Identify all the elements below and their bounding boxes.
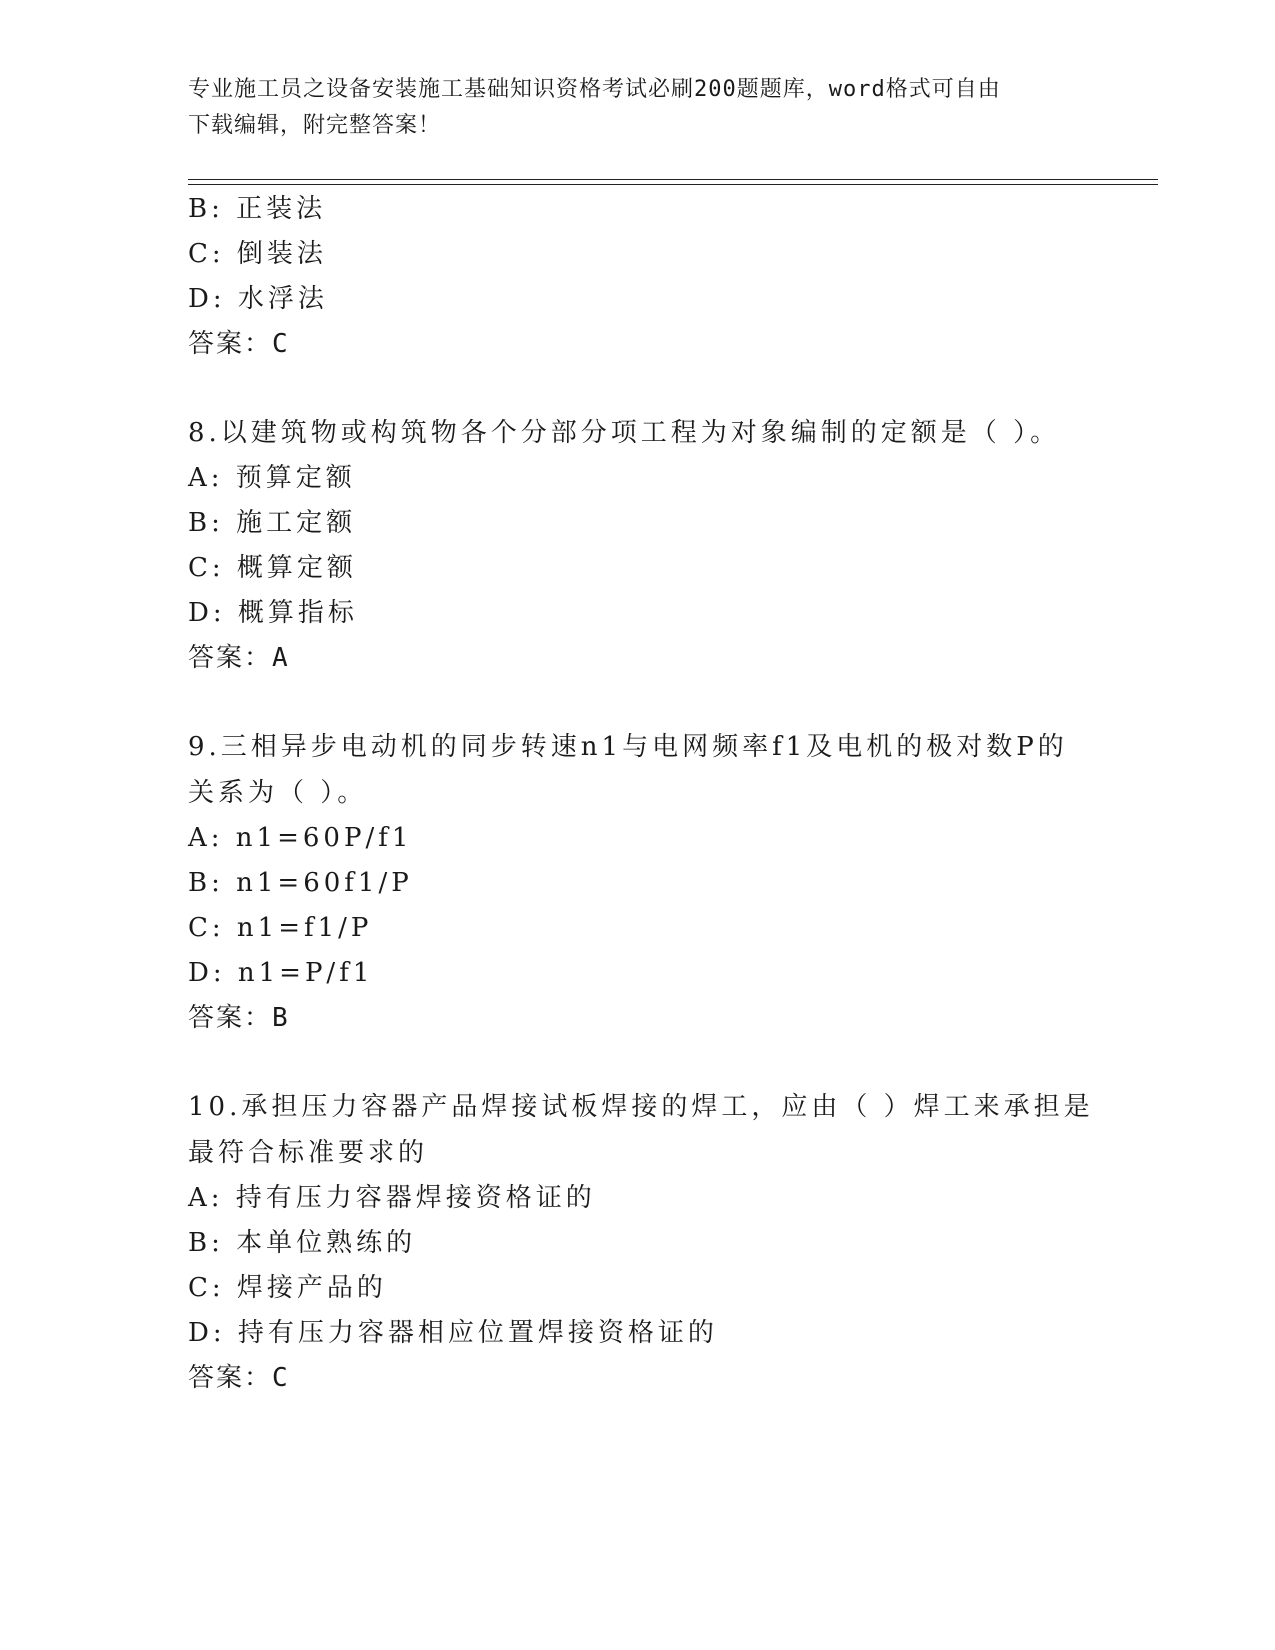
q9-option-c: C: n1=f1/P bbox=[188, 913, 373, 943]
q9-option-a: A: n1=60P/f1 bbox=[188, 823, 413, 853]
q9-option-d: D: n1=P/f1 bbox=[188, 958, 374, 988]
q10-stem-line-2: 最符合标准要求的 bbox=[188, 1138, 429, 1168]
q9-stem-line-1: 9.三相异步电动机的同步转速n1与电网频率f1及电机的极对数P的 bbox=[188, 732, 1068, 762]
document-header bbox=[188, 72, 1068, 144]
q8-stem: 8.以建筑物或构筑物各个分部分项工程为对象编制的定额是（ ）。 bbox=[188, 418, 1061, 448]
q7-option-c: C: 倒装法 bbox=[188, 239, 327, 269]
q10-stem-line-1: 10.承担压力容器产品焊接试板焊接的焊工，应由（ ）焊工来承担是 bbox=[188, 1092, 1094, 1122]
q10-option-b: B: 本单位熟练的 bbox=[188, 1228, 417, 1258]
header-divider-bottom bbox=[188, 184, 1158, 185]
header-line-2: 下载编辑，附完整答案！ bbox=[188, 113, 442, 138]
q7-option-b: B: 正装法 bbox=[188, 194, 327, 224]
q8-option-c: C: 概算定额 bbox=[188, 553, 357, 583]
q9-answer: 答案：B bbox=[188, 1003, 290, 1033]
q10-option-a: A: 持有压力容器焊接资格证的 bbox=[188, 1183, 596, 1213]
q9-stem-line-2: 关系为（ ）。 bbox=[188, 778, 368, 808]
q8-option-b: B: 施工定额 bbox=[188, 508, 357, 538]
q9-option-b: B: n1=60f1/P bbox=[188, 868, 413, 898]
header-line-1: 专业施工员之设备安装施工基础知识资格考试必刷200题题库，word格式可自由 bbox=[188, 77, 1001, 102]
q7-option-d: D: 水浮法 bbox=[188, 284, 328, 314]
q8-option-d: D: 概算指标 bbox=[188, 598, 358, 628]
q8-answer: 答案：A bbox=[188, 643, 290, 673]
q10-option-c: C: 焊接产品的 bbox=[188, 1273, 387, 1303]
q7-answer: 答案：C bbox=[188, 329, 290, 359]
header-divider-top bbox=[188, 179, 1158, 180]
q10-answer: 答案：C bbox=[188, 1363, 290, 1393]
q8-option-a: A: 预算定额 bbox=[188, 463, 356, 493]
q10-option-d: D: 持有压力容器相应位置焊接资格证的 bbox=[188, 1318, 718, 1348]
